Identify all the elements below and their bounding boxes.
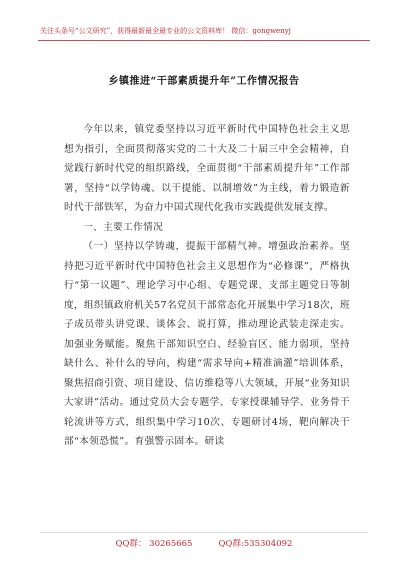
header-divider (38, 40, 370, 41)
header-banner: 关注头条号“公文研究”，获得最新最全最专业的公文资料库！ 微信：gongwenyj (40, 27, 291, 35)
footer-divider (40, 532, 368, 533)
document-body (64, 120, 350, 452)
footer-qq-group-2: QQ群:535304092 (218, 539, 293, 549)
body-paragraph: （一）坚持以学铸魂，提振干部精气神。增强政治素养。坚持把习近平新时代中国特色社会主义思想作为“必修课”，严格执行“第一议题”、理论学习中心组、专题党课、支部主题党日等制度，组织镇政府机关57名党员干部常态化开展集中学习18次，班子成员带头讲党课、谈体会、说打算，推动理论武装走深走实。加强业务赋能。聚焦干部知识空白、经验盲区、能力弱项，坚持缺什么、补什么的导向，构建“需求导向+精准滴灌”培训体系，聚焦招商引资、项目建设、信访维稳等八大领域，开展“业务知识大家讲”活动。通过党员大会专题学、专家授课辅导学、业务骨干轮流讲等方式，组织集中学习10次、专题研讨4场，靶向解决干部“本领恐慌”。育强警示固本。研读 (64, 241, 350, 447)
section-heading: 一、主要工作情况 (83, 221, 164, 233)
document-title: 乡镇推进“干部素质提升年”工作情况报告 (108, 76, 300, 87)
footer-qq-group-1: QQ群： 30265665 (115, 539, 193, 549)
footer-contact (0, 537, 408, 549)
intro-paragraph: 今年以来，镇党委坚持以习近平新时代中国特色社会主义思想为指引，全面贯彻落实党的二十大及二十届三中全会精神，自觉践行新时代党的组织路线，全面贯彻“干部素质提升年”工作部署，坚持“以学铸魂、以干提能、以制增效”为主线，着力锻造新时代干部铁军，为奋力中国式现代化我市实践提供发展支撑。 (64, 124, 350, 213)
